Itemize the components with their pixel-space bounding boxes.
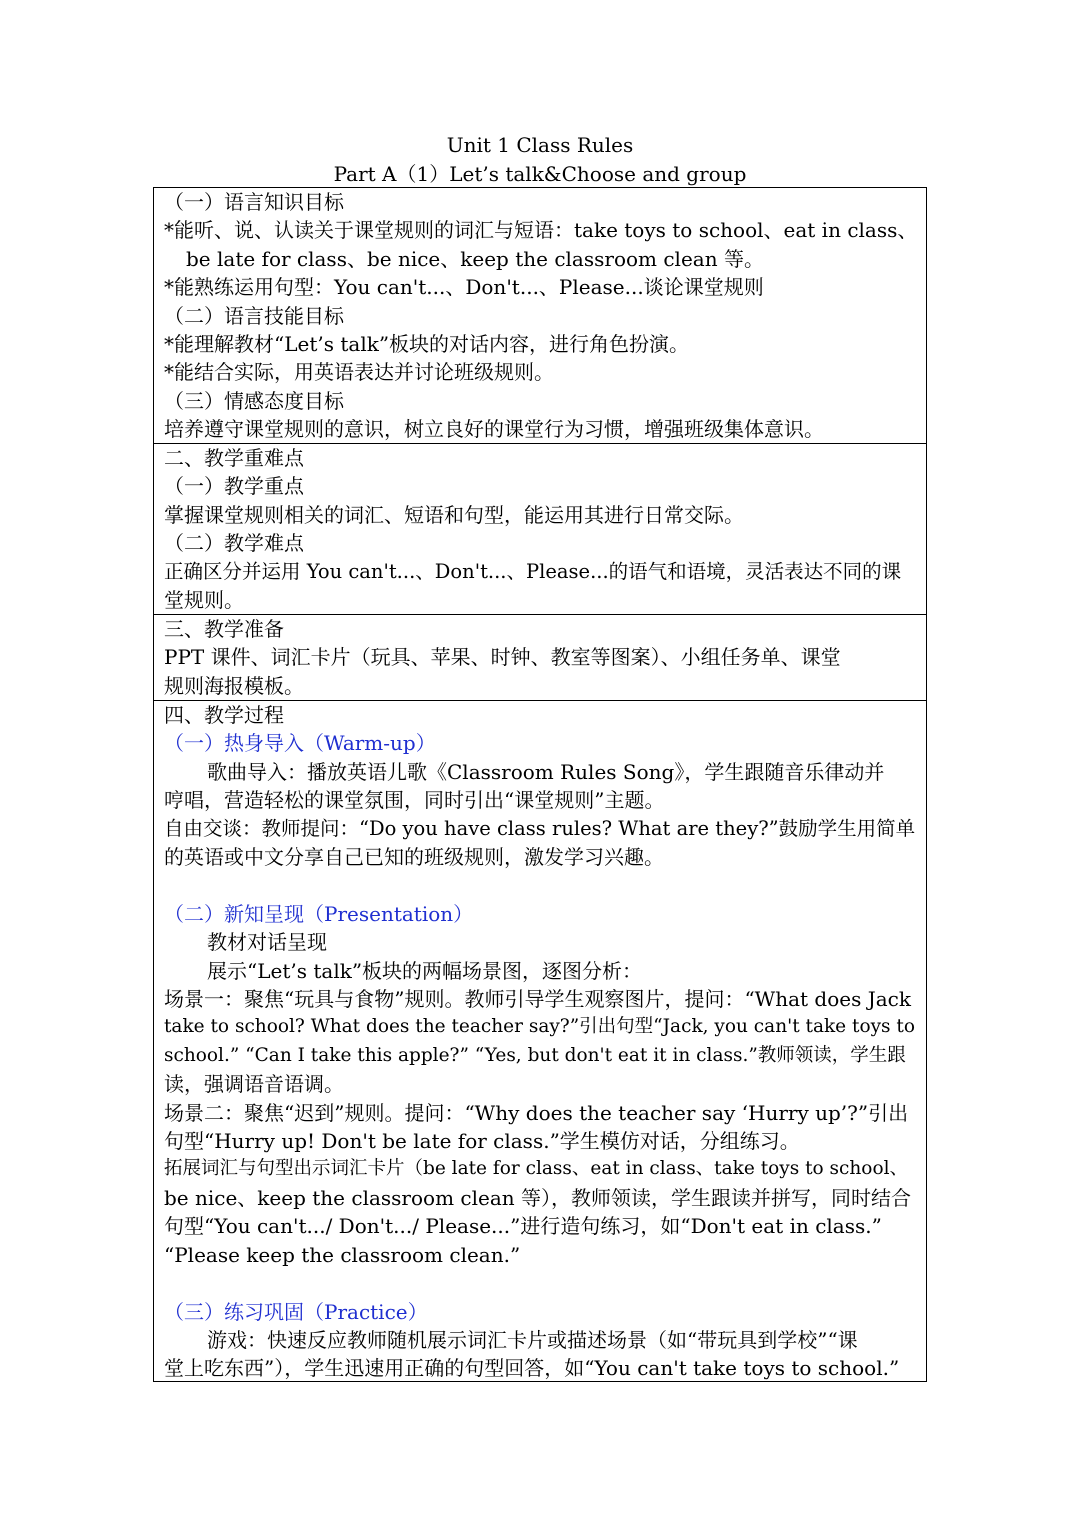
paragraph-line: 教材对话呈现 (207, 930, 327, 955)
paragraph-line: 的英语或中文分享自己已知的班级规则，激发学习兴趣。 (164, 845, 664, 870)
teaching-process-section (154, 700, 926, 1381)
preparation-section (154, 614, 926, 700)
document-title: Unit 1 Class Rules (446, 133, 634, 157)
objective-line: be late for class、be nice、keep the classroom clean 等。 (186, 246, 764, 271)
attitude-objectives-heading: （三）情感态度目标 (164, 388, 344, 413)
difficulty-line: 正确区分并运用 You can't...、Don't...、Please...的语气和语境，灵活表达不同的课 (164, 559, 902, 583)
spacer (164, 871, 918, 899)
key-points-section (154, 443, 926, 614)
document-header (0, 131, 1080, 189)
section-title: 二、教学重难点 (164, 446, 304, 470)
paragraph-line: 场景二：聚焦“迟到”规则。提问：“Why does the teacher say ‘Hurry up’?”引出 (164, 1100, 909, 1125)
paragraph-line: 哼唱，营造轻松的课堂氛围，同时引出“课堂规则”主题。 (164, 788, 665, 813)
difficulty-line: 堂规则。 (164, 588, 244, 613)
practice-heading: （三）练习巩固（Practice） (164, 1299, 428, 1324)
paragraph-line: 读，强调语音语调。 (164, 1072, 344, 1097)
paragraph-line: 拓展词汇与句型出示词汇卡片（be late for class、eat in class、take toys to school、 (164, 1158, 909, 1180)
paragraph-line: 歌曲导入：播放英语儿歌《Classroom Rules Song》，学生跟随音乐律动并 (207, 759, 885, 784)
paragraph-line: be nice、keep the classroom clean 等），教师领读，学生跟读并拼写，同时结合 (164, 1185, 911, 1210)
objective-line: *能结合实际，用英语表达并讨论班级规则。 (164, 360, 554, 385)
section-title: 三、教学准备 (164, 617, 284, 641)
paragraph-line: “Please keep the classroom clean.” (164, 1242, 521, 1267)
section-title: 四、教学过程 (164, 703, 284, 727)
paragraph-line: school.” “Can I take this apple?” “Yes, but don't eat it in class.”教师领读，学生跟 (164, 1044, 906, 1066)
warmup-heading: （一）热身导入（Warm-up） (164, 731, 436, 756)
preparation-line: PPT 课件、词汇卡片（玩具、苹果、时钟、教室等图案）、小组任务单、课堂 (164, 645, 841, 670)
objective-line: 培养遵守课堂规则的意识，树立良好的课堂行为习惯，增强班级集体意识。 (164, 417, 824, 442)
document-subtitle: Part A（1）Let’s talk&Choose and group (333, 162, 747, 186)
key-point-heading: （一）教学重点 (164, 474, 304, 499)
key-point-line: 掌握课堂规则相关的词汇、短语和句型，能运用其进行日常交际。 (164, 502, 744, 527)
presentation-heading: （二）新知呈现（Presentation） (164, 901, 474, 926)
objective-line: *能理解教材“Let’s talk”板块的对话内容，进行角色扮演。 (164, 332, 690, 357)
objective-line: *能熟练运用句型：You can't...、Don't...、Please...谈论课堂规则 (164, 275, 764, 300)
objective-line: *能听、说、认读关于课堂规则的词汇与短语：take toys to school、eat in class、 (164, 218, 918, 243)
paragraph-line: 展示“Let’s talk”板块的两幅场景图，逐图分析： (207, 958, 643, 983)
preparation-line: 规则海报模板。 (164, 673, 304, 698)
objectives-section (154, 188, 926, 443)
paragraph-line: 场景一：聚焦“玩具与食物”规则。教师引导学生观察图片，提问：“What does Jack (164, 987, 911, 1012)
skill-objectives-heading: （二）语言技能目标 (164, 303, 344, 328)
knowledge-objectives-heading: （一）语言知识目标 (164, 190, 344, 214)
difficulty-heading: （二）教学难点 (164, 531, 304, 556)
paragraph-line: 自由交谈：教师提问：“Do you have class rules? What are they?”鼓励学生用简单 (164, 816, 916, 840)
paragraph-line: take to school? What does the teacher say?”引出句型“Jack, you can't take toys to (164, 1016, 915, 1038)
paragraph-line: 句型“You can't.../ Don't.../ Please...”进行造句练习，如“Don't eat in class.” (164, 1214, 882, 1239)
paragraph-line: 堂上吃东西”），学生迅速用正确的句型回答，如“You can't take toys to school.” (164, 1356, 900, 1381)
spacer (164, 1269, 918, 1297)
paragraph-line: 句型“Hurry up! Don't be late for class.”学生模仿对话，分组练习。 (164, 1129, 800, 1154)
lesson-plan-table (153, 187, 927, 1382)
paragraph-line: 游戏：快速反应教师随机展示词汇卡片或描述场景（如“带玩具到学校”“课 (207, 1327, 858, 1352)
